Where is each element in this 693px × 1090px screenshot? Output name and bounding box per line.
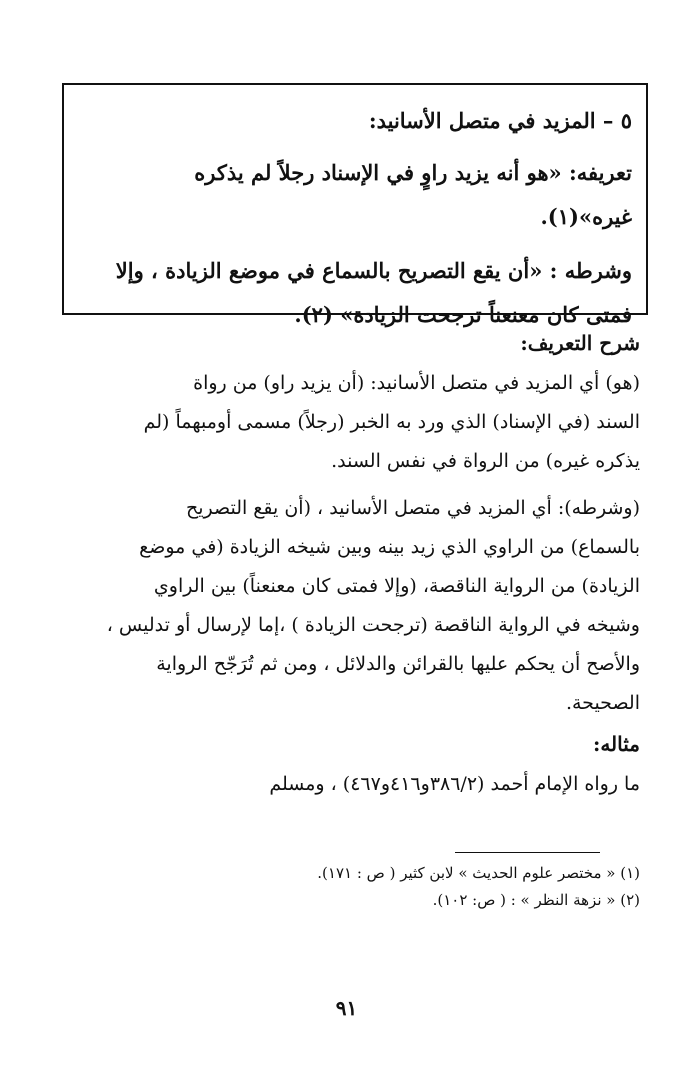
page-number: ٩١ [335, 996, 358, 1020]
footnotes [120, 860, 640, 914]
paragraph-line: الصحيحة. [565, 692, 640, 714]
paragraph-line: والأصح أن يحكم عليها بالقرائن والدلائل ، ومن ثم تُرَجّح الرواية [156, 653, 640, 675]
paragraph-line: (وشرطه): أي المزيد في متصل الأسانيد ، (أن يقع التصريح [185, 497, 640, 519]
explanation-heading: شرح التعريف: [520, 331, 640, 355]
paragraph-line: (هو) أي المزيد في متصل الأسانيد: (أن يزيد راو) من رواة [193, 372, 640, 394]
paragraph-gap [72, 481, 640, 489]
definition-line: تعريفه: «هو أنه يزيد راوٍ في الإسناد رجلاً لم يذكره [194, 160, 632, 185]
explanation-section [72, 322, 640, 804]
definition-box [62, 83, 648, 327]
paragraph-line: بالسماع) من الراوي الذي زيد بينه وبين شيخه الزيادة (في موضع [139, 536, 640, 558]
footnote-separator [455, 852, 600, 853]
paragraph-line: الزيادة) من الرواية الناقصة، (وإلا فمتى كان معنعناً) بين الراوي [153, 575, 640, 597]
footnote: (١) « مختصر علوم الحديث » لابن كثير ( ص : ١٧١). [317, 864, 640, 882]
section-title: ٥ – المزيد في متصل الأسانيد: [368, 108, 632, 133]
definition-line: غيره»(١). [540, 204, 632, 229]
paragraph-line: وشيخه في الرواية الناقصة (ترجحت الزيادة ) ،إما لإرسال أو تدليس ، [106, 614, 640, 636]
condition-line: فمتى كان معنعناً ترجحت الزيادة» (٢). [294, 302, 632, 327]
condition-line: وشرطه : «أن يقع التصريح بالسماع في موضع الزيادة ، وإلا [115, 258, 632, 283]
example-heading: مثاله: [592, 732, 640, 756]
paragraph-line: السند (في الإسناد) الذي ورد به الخبر (رجلاً) مسمى أومبهماً (لم [143, 411, 640, 433]
paragraph-line: يذكره غيره) من الرواة في نفس السند. [331, 450, 640, 472]
example-line: ما رواه الإمام أحمد (٣٨٦/٢و٤١٦و٤٦٧) ، ومسلم [269, 773, 640, 795]
footnote: (٢) « نزهة النظر » : ( ص: ١٠٢). [432, 891, 640, 909]
